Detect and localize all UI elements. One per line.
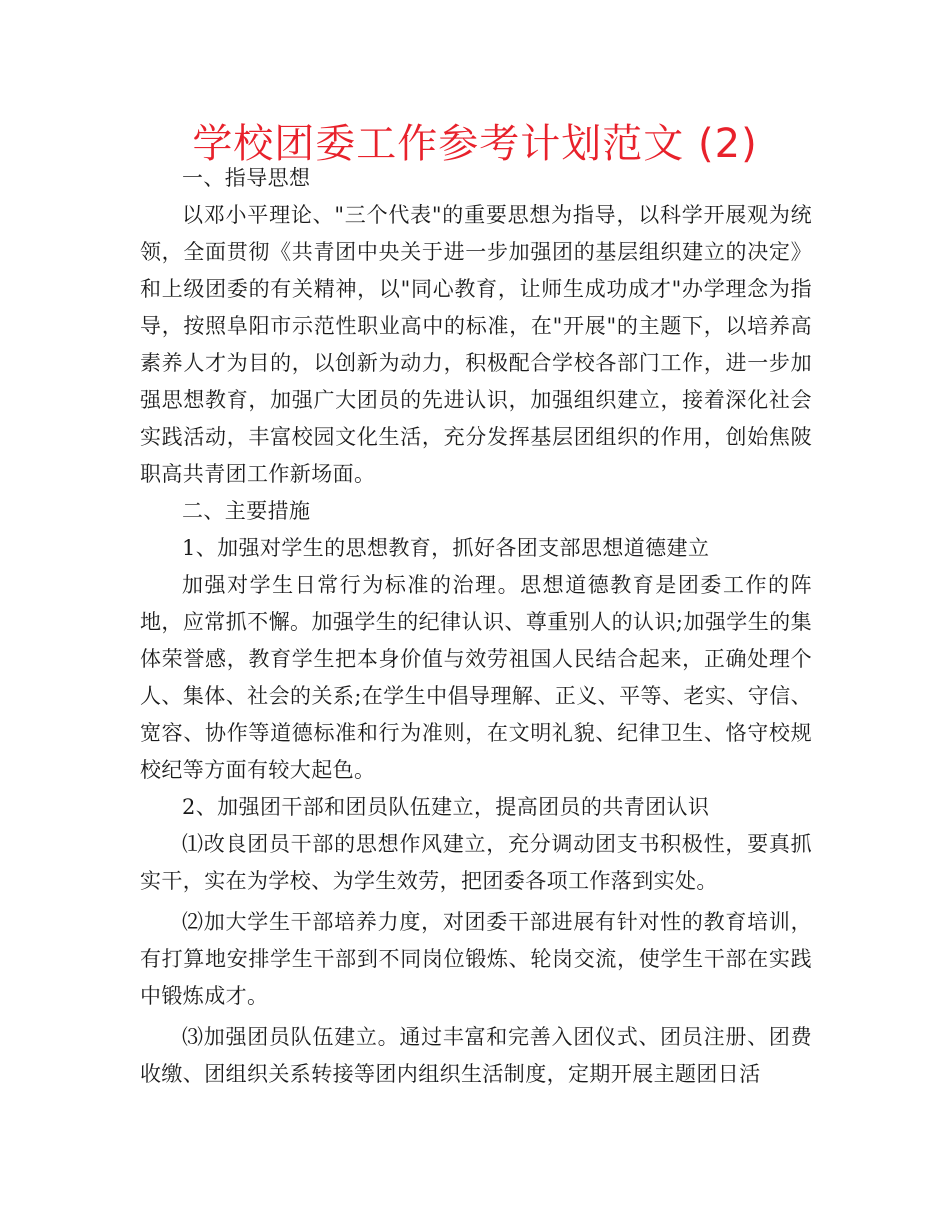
paragraph-item-3: ⑶加强团员队伍建立。通过丰富和完善入团仪式、团员注册、团费收缴、团组织关系转接等团内组织生活制度，定期开展主题团日活 — [140, 1025, 812, 1086]
section-heading-main-measures: 二、主要措施 — [182, 499, 311, 523]
document-body — [140, 160, 812, 1093]
subheading-ideological-education: 1、加强对学生的思想教育，抓好各团支部思想道德建立 — [182, 536, 710, 560]
paragraph-behavior-management: 加强对学生日常行为标准的治理。思想道德教育是团委工作的阵地，应常抓不懈。加强学生的纪律认识、尊重别人的认识;加强学生的集体荣誉感，教育学生把本身价值与效劳祖国人民结合起来，正确处理个人、集体、社会的关系;在学生中倡导理解、正义、平等、老实、守信、宽容、协作等道德标准和行为准则，在文明礼貌、纪律卫生、恪守校规校纪等方面有较大起色。 — [140, 573, 812, 782]
section-heading-guiding-ideology: 一、指导思想 — [182, 166, 311, 190]
paragraph-guiding-ideology: 以邓小平理论、"三个代表"的重要思想为指导，以科学开展观为统领，全面贯彻《共青团中央关于进一步加强团的基层组织建立的决定》和上级团委的有关精神，以"同心教育，让师生成功成才"办学理念为指导，按照阜阳市示范性职业高中的标准，在"开展"的主题下，以培养高素养人才为目的，以创新为动力，积极配合学校各部门工作，进一步加强思想教育，加强广大团员的先进认识，加强组织建立，接着深化社会实践活动，丰富校园文化生活，充分发挥基层团组织的作用，创始焦陂职高共青团工作新场面。 — [140, 203, 812, 486]
paragraph-item-2: ⑵加大学生干部培养力度，对团委干部进展有针对性的教育培训，有打算地安排学生干部到不同岗位锻炼、轮岗交流，使学生干部在实践中锻炼成才。 — [140, 910, 812, 1008]
subheading-cadre-building: 2、加强团干部和团员队伍建立，提高团员的共青团认识 — [182, 795, 710, 819]
paragraph-item-1: ⑴改良团员干部的思想作风建立，充分调动团支书积极性，要真抓实干，实在为学校、为学生效劳，把团委各项工作落到实处。 — [140, 832, 812, 893]
document-title: 学校团委工作参考计划范文 (2) — [192, 121, 758, 167]
